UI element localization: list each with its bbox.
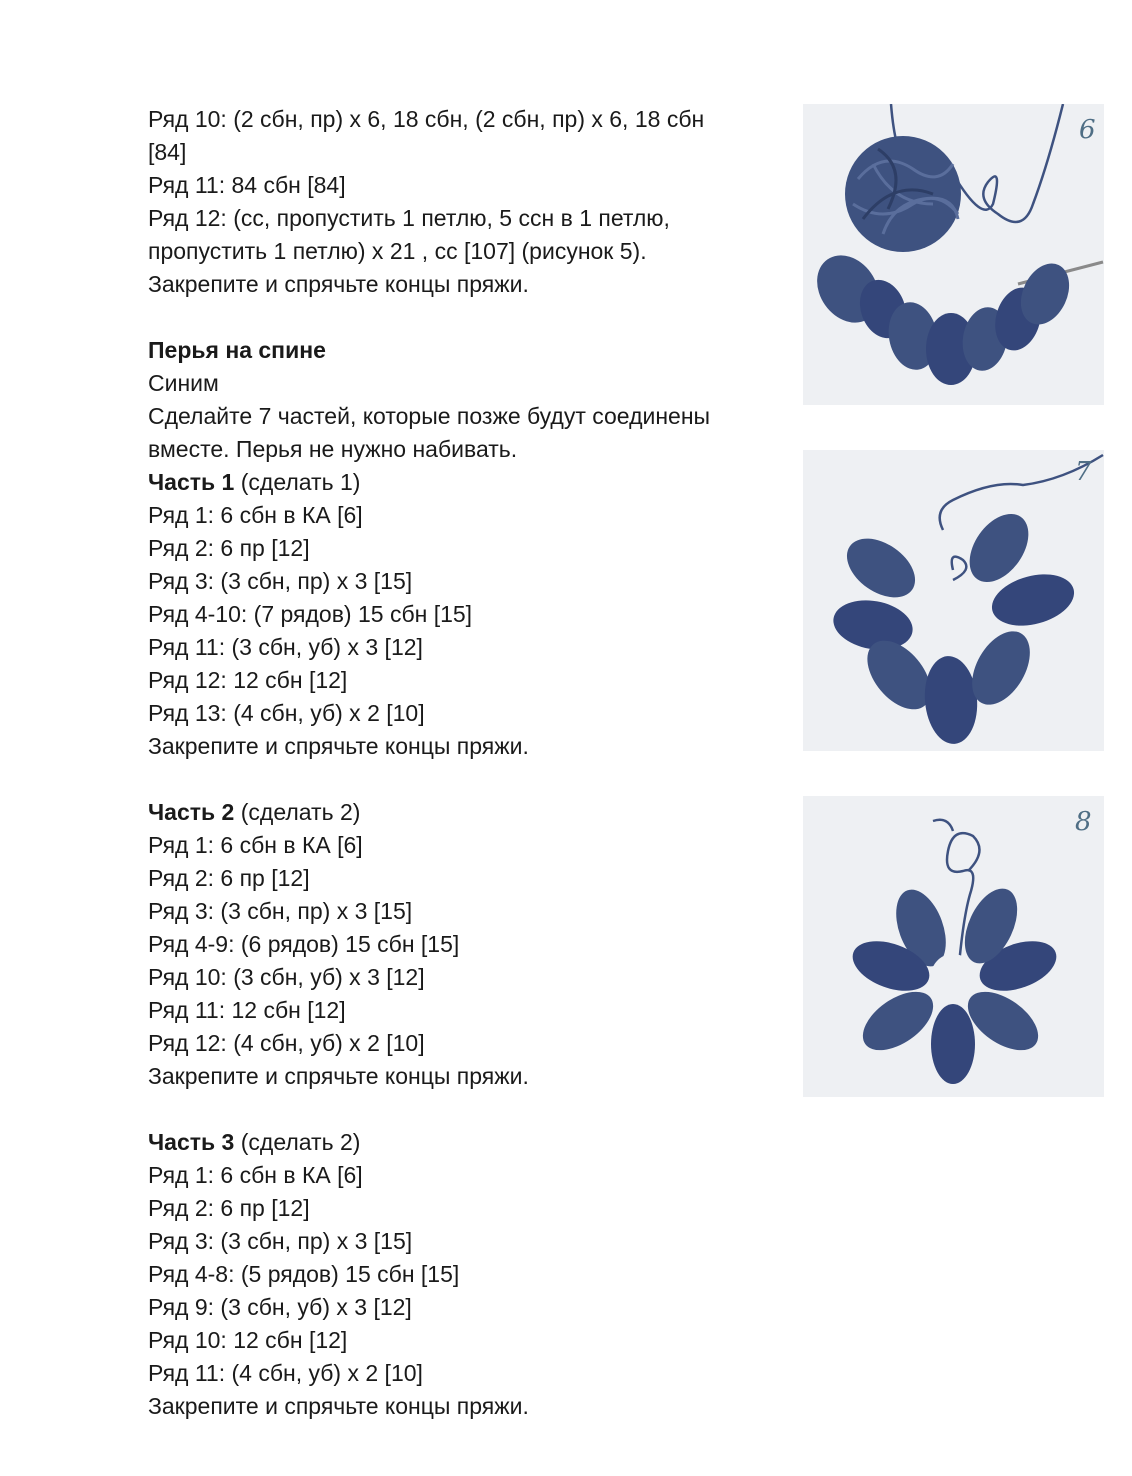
row-instruction: Ряд 4-8: (5 рядов) 15 сбн [15] [148,1261,460,1287]
text-line: Ряд 10: (2 сбн, пр) х 6, 18 сбн, (2 сбн, пр) х 6, 18 сбн [148,106,705,132]
photo-7 [803,450,1104,751]
crochet-feathers-arc-photo [803,450,1104,751]
row-instruction: Ряд 3: (3 сбн, пр) х 3 [15] [148,898,413,924]
figure-number: 7 [1075,457,1092,487]
crochet-feathers-flower-photo [803,796,1104,1097]
row-instruction: Ряд 2: 6 пр [12] [148,1195,310,1221]
part-title: Часть 1 [148,469,235,495]
part-heading [148,1126,788,1159]
row-instruction: Закрепите и спрячьте концы пряжи. [148,733,529,759]
text-line: Ряд 11: 84 сбн [84] [148,172,346,198]
row-instruction: Ряд 11: (4 сбн, уб) х 2 [10] [148,1360,423,1386]
part-heading [148,796,788,829]
section-color: Синим [148,370,219,396]
text-line: пропустить 1 петлю) х 21 , сс [107] (рисунок 5). [148,238,647,264]
row-instruction: Ряд 1: 6 сбн в КА [6] [148,502,363,528]
row-instruction: Ряд 12: (4 сбн, уб) х 2 [10] [148,1030,425,1056]
row-instruction: Ряд 2: 6 пр [12] [148,865,310,891]
row-instruction: Ряд 12: 12 сбн [12] [148,667,348,693]
text-line: Ряд 12: (сс, пропустить 1 петлю, 5 ссн в 1 петлю, [148,205,670,231]
row-instruction: Закрепите и спрячьте концы пряжи. [148,1063,529,1089]
part-note: (сделать 2) [240,799,361,825]
row-instruction: Ряд 3: (3 сбн, пр) х 3 [15] [148,568,413,594]
text-line: [84] [148,139,187,165]
figure-number: 8 [1075,807,1092,837]
part-heading [148,466,788,499]
row-instruction: Ряд 11: (3 сбн, уб) х 3 [12] [148,634,423,660]
text-line: Закрепите и спрячьте концы пряжи. [148,271,529,297]
row-instruction: Ряд 13: (4 сбн, уб) х 2 [10] [148,700,425,726]
part-note: (сделать 1) [240,469,361,495]
row-instruction: Ряд 1: 6 сбн в КА [6] [148,1162,363,1188]
part-title: Часть 3 [148,1129,235,1155]
row-instruction: Ряд 4-9: (6 рядов) 15 сбн [15] [148,931,460,957]
row-instruction: Ряд 9: (3 сбн, уб) х 3 [12] [148,1294,412,1320]
row-instruction: Ряд 4-10: (7 рядов) 15 сбн [15] [148,601,473,627]
part-note: (сделать 2) [240,1129,361,1155]
row-instruction: Ряд 2: 6 пр [12] [148,535,310,561]
figure-number: 6 [1079,115,1096,145]
part-title: Часть 2 [148,799,235,825]
row-instruction: Ряд 10: (3 сбн, уб) х 3 [12] [148,964,425,990]
row-instruction: Ряд 3: (3 сбн, пр) х 3 [15] [148,1228,413,1254]
crochet-feathers-in-progress-photo [803,104,1104,405]
row-instruction: Ряд 10: 12 сбн [12] [148,1327,348,1353]
photo-8 [803,796,1104,1097]
section-title: Перья на спине [148,337,326,363]
pattern-text [148,103,788,1423]
row-instruction: Ряд 1: 6 сбн в КА [6] [148,832,363,858]
row-instruction: Закрепите и спрячьте концы пряжи. [148,1393,529,1419]
row-instruction: Ряд 11: 12 сбн [12] [148,997,346,1023]
section-description: вместе. Перья не нужно набивать. [148,436,518,462]
photo-6 [803,104,1104,405]
section-description: Сделайте 7 частей, которые позже будут соединены [148,403,711,429]
